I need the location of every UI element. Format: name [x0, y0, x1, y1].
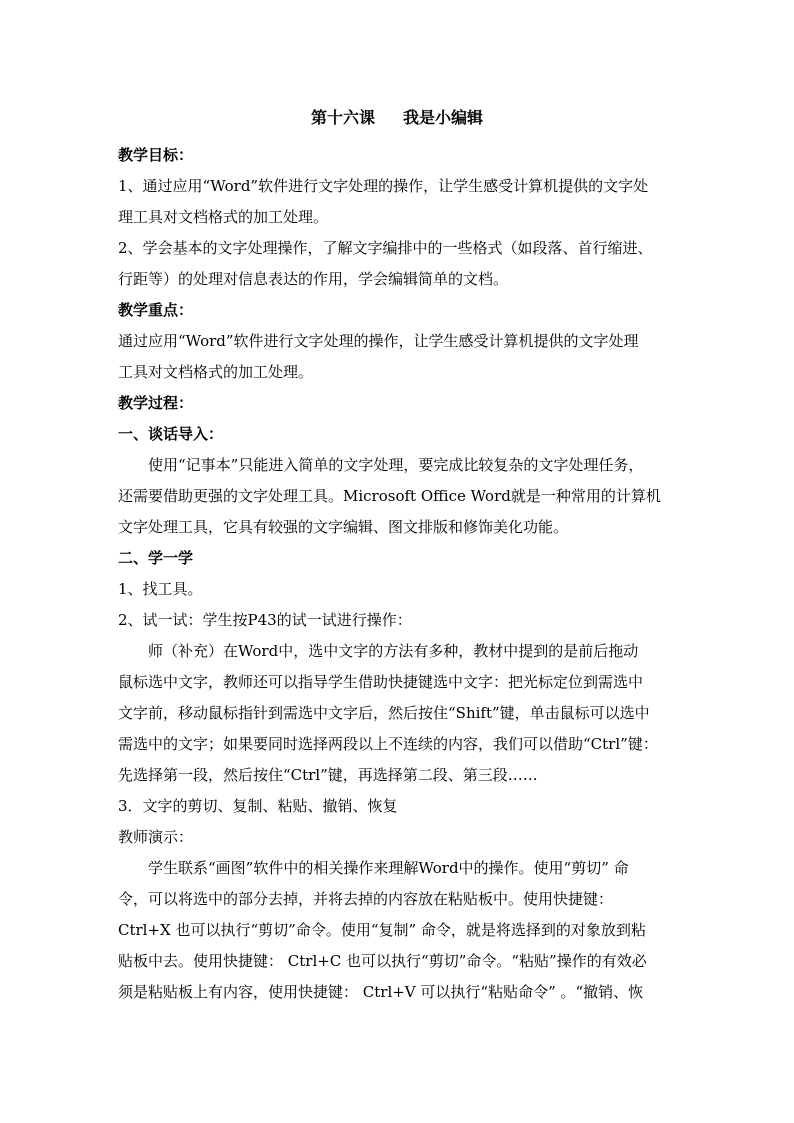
text-line: 1、找工具。 [118, 580, 203, 598]
title-lesson-name: 我是小编辑 [403, 108, 484, 127]
document-body [118, 140, 678, 1008]
page-title [0, 106, 794, 130]
text-line: 使用“记事本”只能进入简单的文字处理，要完成比较复杂的文字处理任务， [148, 456, 644, 474]
title-lesson-number: 第十六课 [310, 108, 375, 127]
text-line: 3．文字的剪切、复制、粘贴、撤销、恢复 [118, 797, 398, 815]
text-line: 2、试一试：学生按P43的试一试进行操作： [118, 611, 412, 629]
text-line: 贴板中去。使用快捷键： Ctrl+C 也可以执行“剪切”命令。“粘贴”操作的有效必 [118, 952, 647, 970]
text-line: 行距等）的处理对信息表达的作用，学会编辑简单的文档。 [118, 270, 509, 288]
text-line: 理工具对文档格式的加工处理。 [118, 208, 329, 226]
text-line: 文字前，移动鼠标指针到需选中文字后，然后按住“Shift”键，单击鼠标可以选中 [118, 704, 650, 722]
section-heading: 教学重点： [118, 301, 194, 319]
section-heading: 教学过程： [118, 394, 194, 412]
text-line: 教师演示： [118, 828, 194, 846]
text-line: 需选中的文字；如果要同时选择两段以上不连续的内容，我们可以借助“Ctrl”键： [118, 735, 658, 753]
text-line: 先选择第一段，然后按住“Ctrl”键，再选择第二段、第三段…… [118, 766, 538, 784]
section-heading: 教学目标： [118, 146, 194, 164]
text-line: 师（补充）在Word中，选中文字的方法有多种，教材中提到的是前后拖动 [148, 642, 639, 660]
text-line: 通过应用“Word”软件进行文字处理的操作，让学生感受计算机提供的文字处理 [118, 332, 639, 350]
text-line: 还需要借助更强的文字处理工具。Microsoft Office Word就是一种常用的计算机 [118, 487, 661, 505]
text-line: 学生联系“画图”软件中的相关操作来理解Word中的操作。使用“剪切” 命 [148, 859, 629, 877]
text-line: 1、通过应用“Word”软件进行文字处理的操作，让学生感受计算机提供的文字处 [118, 177, 649, 195]
text-line: 鼠标选中文字，教师还可以指导学生借助快捷键选中文字：把光标定位到需选中 [118, 673, 644, 691]
text-line: 2、学会基本的文字处理操作，了解文字编排中的一些格式（如段落、首行缩进、 [118, 239, 653, 257]
text-line: 工具对文档格式的加工处理。 [118, 363, 314, 381]
text-line: Ctrl+X 也可以执行“剪切”命令。使用“复制” 命令，就是将选择到的对象放到粘 [118, 921, 646, 939]
text-line: 须是粘贴板上有内容，使用快捷键： Ctrl+V 可以执行“粘贴命令” 。“撤销、恢 [118, 983, 644, 1001]
text-line: 令，可以将选中的部分去掉，并将去掉的内容放在粘贴板中。使用快捷键： [118, 890, 614, 908]
section-heading: 一、谈话导入： [118, 425, 224, 443]
text-line: 文字处理工具，它具有较强的文字编辑、图文排版和修饰美化功能。 [118, 518, 569, 536]
section-heading: 二、学一学 [118, 549, 194, 567]
